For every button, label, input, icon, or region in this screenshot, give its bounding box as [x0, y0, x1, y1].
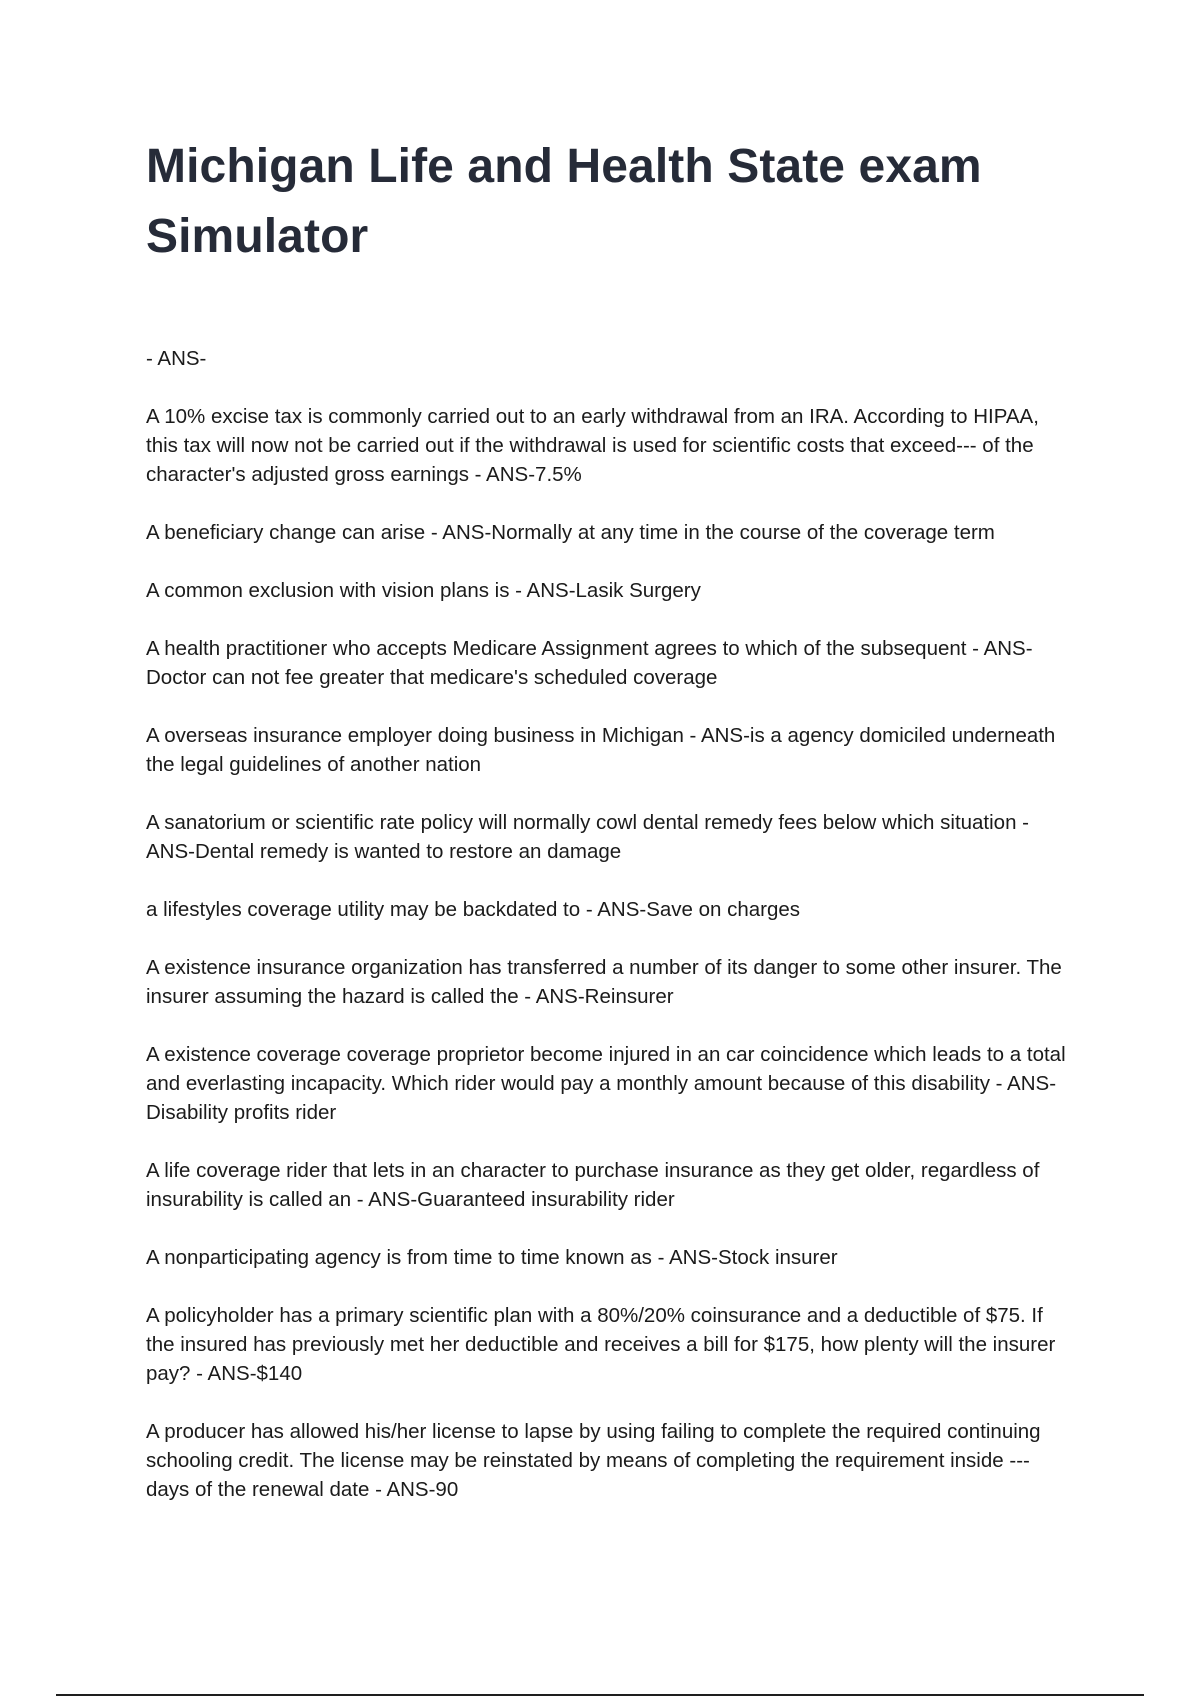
qa-item: A producer has allowed his/her license to lapse by using failing to complete the required continuing schooling credit. The license may be reinstated by means of completing the requirement inside --- days of the renewal date - ANS-90	[146, 1420, 1041, 1501]
qa-list	[146, 344, 1066, 1504]
qa-item: A sanatorium or scientific rate policy will normally cowl dental remedy fees below which situation - ANS-Dental remedy is wanted to restore an damage	[146, 811, 1030, 863]
qa-item: A nonparticipating agency is from time to time known as - ANS-Stock insurer	[146, 1246, 838, 1269]
qa-item: A 10% excise tax is commonly carried out to an early withdrawal from an IRA. According to HIPAA, this tax will now not be carried out if the withdrawal is used for scientific costs that exceed--- of the character's adjusted gross earnings - ANS-7.5%	[146, 405, 1039, 486]
qa-item: A existence insurance organization has transferred a number of its danger to some other insurer. The insurer assuming the hazard is called the - ANS-Reinsurer	[146, 956, 1062, 1008]
qa-item: a lifestyles coverage utility may be backdated to - ANS-Save on charges	[146, 898, 801, 921]
qa-item: - ANS-	[146, 347, 207, 370]
qa-item: A existence coverage coverage proprietor become injured in an car coincidence which leads to a total and everlasting incapacity. Which rider would pay a monthly amount because of this disability - ANS-Disability profits rider	[146, 1043, 1066, 1124]
qa-item: A policyholder has a primary scientific plan with a 80%/20% coinsurance and a deductible of $75. If the insured has previously met her deductible and receives a bill for $175, how plenty will the insurer pay? - ANS-$140	[146, 1304, 1056, 1385]
page-title: Michigan Life and Health State exam Simulator	[146, 140, 982, 263]
document-page	[146, 132, 1066, 1533]
page-bottom-rule	[56, 1694, 1144, 1696]
qa-item: A overseas insurance employer doing business in Michigan - ANS-is a agency domiciled underneath the legal guidelines of another nation	[146, 724, 1056, 776]
qa-item: A common exclusion with vision plans is - ANS-Lasik Surgery	[146, 579, 701, 602]
qa-item: A life coverage rider that lets in an character to purchase insurance as they get older, regardless of insurability is called an - ANS-Guaranteed insurability rider	[146, 1159, 1040, 1211]
qa-item: A health practitioner who accepts Medicare Assignment agrees to which of the subsequent - ANS-Doctor can not fee greater that medicare's scheduled coverage	[146, 637, 1033, 689]
qa-item: A beneficiary change can arise - ANS-Normally at any time in the course of the coverage term	[146, 521, 995, 544]
